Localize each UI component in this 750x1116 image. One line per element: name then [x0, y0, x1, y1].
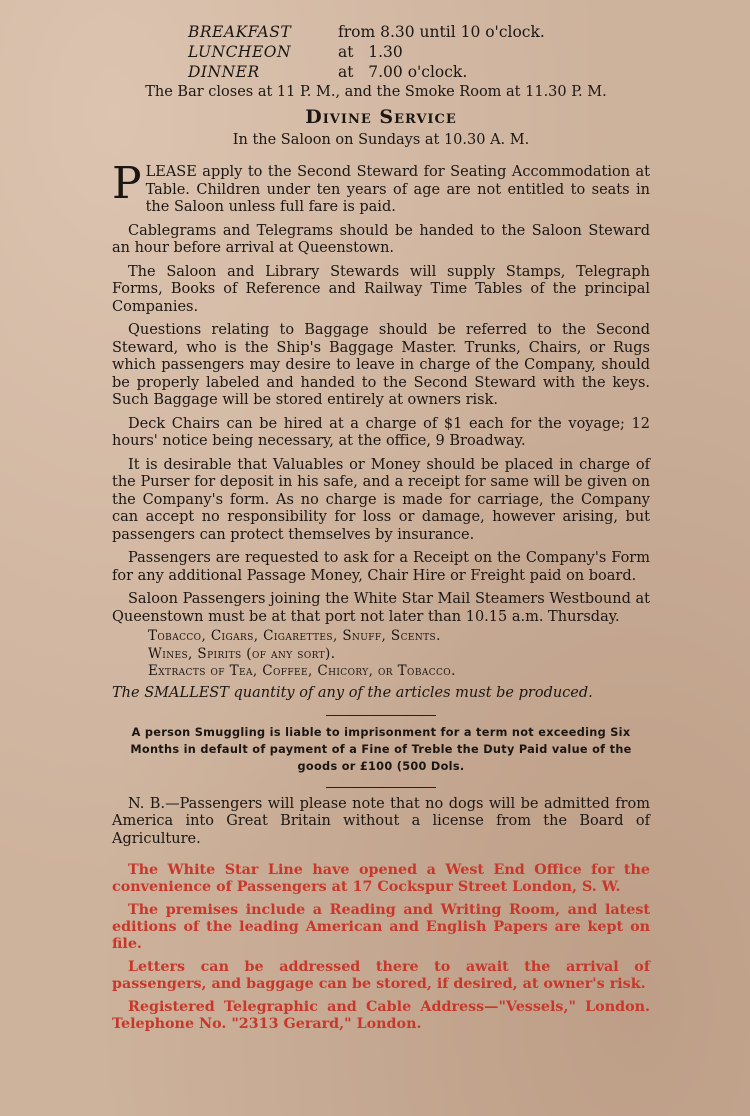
office-paragraph: The premises include a Reading and Writing Room, and latest editions of the leading American and English Papers are kept on file. [112, 902, 650, 952]
divider [326, 787, 436, 788]
smallest-quantity-notice: The SMALLEST quantity of any of the articles must be produced. [112, 684, 593, 701]
meal-row-dinner [188, 62, 650, 82]
rule-paragraph: Deck Chairs can be hired at a charge of $1 each for the voyage; 12 hours' notice being necessary, at the office, 9 Broadway. [112, 415, 650, 449]
meal-name: LUNCHEON [188, 43, 292, 61]
rule-paragraph: Saloon Passengers joining the White Star Mail Steamers Westbound at Queenstown must be at that port not later than 10.15 a.m. Thursday. [112, 591, 650, 625]
smuggling-warning: A person Smuggling is liable to imprisonment for a term not exceeding Six Months in default of payment of a Fine of Treble the Duty Paid value of the goods or £100 (500 Dols. [130, 725, 632, 773]
meal-row-luncheon [188, 42, 650, 62]
divine-service-heading: Divine Service [305, 106, 457, 128]
meal-time: from 8.30 until 10 o'clock. [338, 23, 545, 41]
office-paragraph: Letters can be addressed there to await the arrival of passengers, and baggage can be stored, if desired, at owner's risk. [112, 959, 650, 992]
meal-time: at 7.00 o'clock. [338, 63, 468, 81]
bar-notice: The Bar closes at 11 P. M., and the Smoke Room at 11.30 P. M. [145, 84, 607, 100]
contraband-item: Extracts of Tea, Coffee, Chicory, or Tobacco. [148, 663, 456, 679]
rule-paragraph: The Saloon and Library Stewards will supply Stamps, Telegraph Forms, Books of Reference and Railway Time Tables of the principal Companies. [112, 263, 650, 315]
west-end-office-notice [112, 862, 650, 1033]
meal-times [188, 22, 650, 82]
meal-row-breakfast [188, 22, 650, 42]
rule-text: LEASE apply to the Second Steward for Seating Accommodation at Table. Children under ten years of age are not entitled to seats in the Saloon unless full fare is paid. [145, 164, 650, 215]
contraband-item: Tobacco, Cigars, Cigarettes, Snuff, Scents. [148, 628, 441, 644]
meal-name: BREAKFAST [188, 23, 292, 41]
divine-service-time: In the Saloon on Sundays at 10.30 A. M. [232, 132, 530, 148]
dogs-notice: N. B.—Passengers will please note that no dogs will be admitted from America into Great Britain without a license from the Board of Agriculture. [112, 795, 650, 847]
meal-time: at 1.30 [338, 43, 403, 61]
meal-name: DINNER [188, 63, 260, 81]
rule-paragraph: Passengers are requested to ask for a Receipt on the Company's Form for any additional Passage Money, Chair Hire or Freight paid on board. [112, 550, 650, 584]
contraband-list [148, 628, 650, 681]
rule-paragraph: Questions relating to Baggage should be referred to the Second Steward, who is the Ship's Baggage Master. Trunks, Chairs, or Rugs which passengers may desire to leave in charge of the Company, should be properly labeled and handed to the Second Steward with the keys. Such Baggage will be stored entirely at owners risk. [112, 322, 650, 408]
office-paragraph: Registered Telegraphic and Cable Address—"Vessels," London. Telephone No. "2313 Gerard," London. [112, 999, 650, 1032]
contraband-item: Wines, Spirits (of any sort). [148, 645, 336, 662]
rule-paragraph [112, 158, 650, 217]
office-paragraph: The White Star Line have opened a West End Office for the convenience of Passengers at 17 Cockspur Street London, S. W. [112, 862, 650, 895]
rule-paragraph: Cablegrams and Telegrams should be handed to the Saloon Steward an hour before arrival at Queenstown. [112, 222, 650, 256]
rule-paragraph: It is desirable that Valuables or Money should be placed in charge of the Purser for deposit in his safe, and a receipt for same will be given on the Company's form. As no charge is made for carriage, the Company can accept no responsibility for loss or damage, however arising, but passengers can protect themselves by insurance. [112, 456, 650, 543]
divider [326, 715, 436, 716]
passenger-rules [112, 158, 650, 626]
drop-cap: P [112, 158, 142, 209]
